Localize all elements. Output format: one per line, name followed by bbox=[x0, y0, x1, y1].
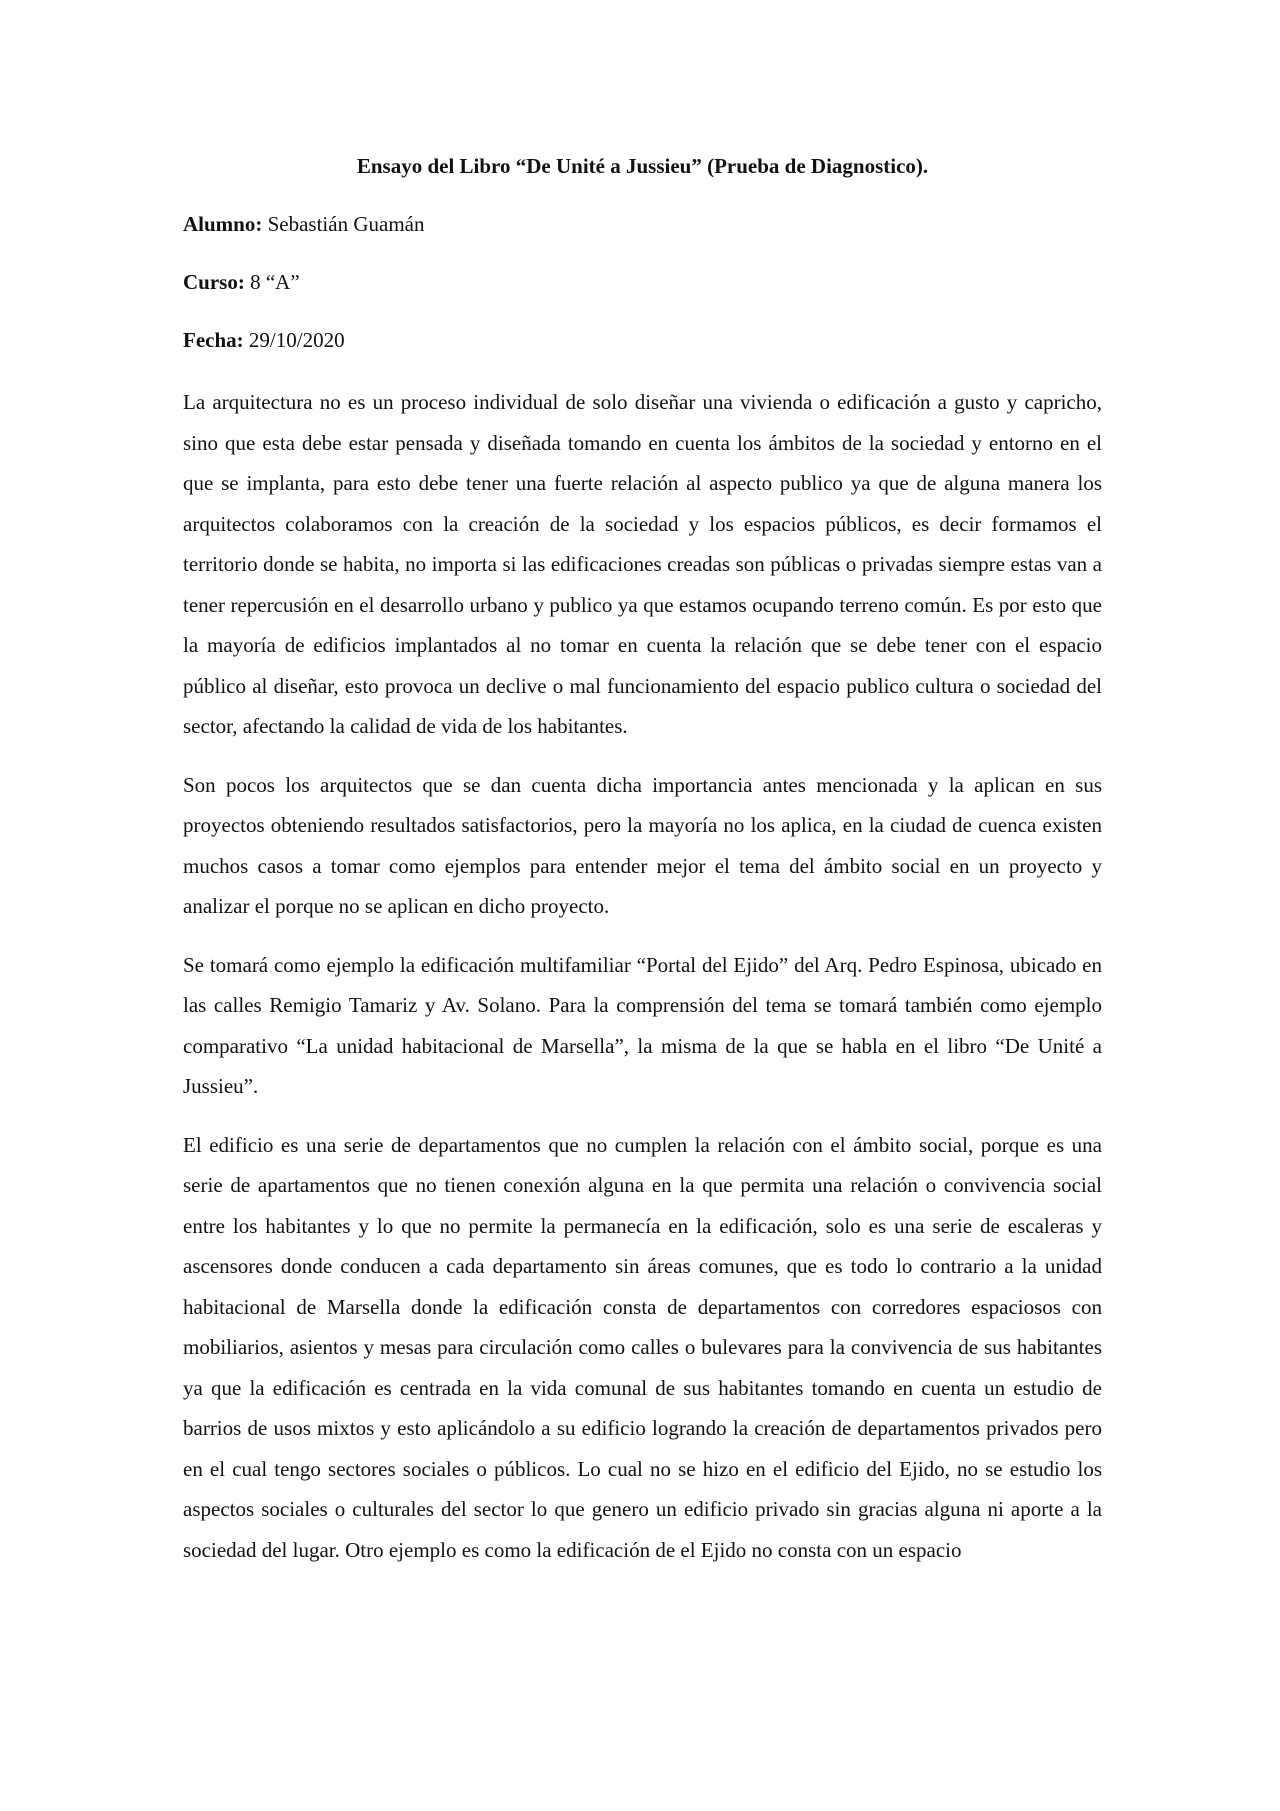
student-value: Sebastián Guamán bbox=[262, 212, 425, 236]
student-line bbox=[183, 208, 1102, 240]
document-body bbox=[183, 150, 1102, 1588]
course-label: Curso: bbox=[183, 270, 245, 294]
paragraph-2: Son pocos los arquitectos que se dan cuenta dicha importancia antes mencionada y la aplican en sus proyectos obteniendo resultados satisfactorios, pero la mayoría no los aplica, en la ciudad de cuenca existen muchos casos a tomar como ejemplos para entender mejor el tema del ámbito social en un proyecto y analizar el porque no se aplican en dicho proyecto. bbox=[183, 772, 1102, 918]
student-label: Alumno: bbox=[183, 212, 263, 236]
date-label: Fecha: bbox=[183, 328, 244, 352]
paragraph-1: La arquitectura no es un proceso individual de solo diseñar una vivienda o edificación a gusto y capricho, sino que esta debe estar pensada y diseñada tomando en cuenta los ámbitos de la sociedad y entorno en el que se implanta, para esto debe tener una fuerte relación al aspecto publico ya que de alguna manera los arquitectos colaboramos con la creación de la sociedad y los espacios públicos, es decir formamos el territorio donde se habita, no importa si las edificaciones creadas son públicas o privadas siempre estas van a tener repercusión en el desarrollo urbano y publico ya que estamos ocupando terreno común. Es por esto que la mayoría de edificios implantados al no tomar en cuenta la relación que se debe tener con el espacio público al diseñar, esto provoca un declive o mal funcionamiento del espacio publico cultura o sociedad del sector, afectando la calidad de vida de los habitantes. bbox=[183, 390, 1102, 738]
course-line bbox=[183, 266, 1102, 298]
course-value: 8 “A” bbox=[244, 270, 300, 294]
paragraph-3: Se tomará como ejemplo la edificación multifamiliar “Portal del Ejido” del Arq. Pedro Espinosa, ubicado en las calles Remigio Tamariz y Av. Solano. Para la comprensión del tema se tomará también como ejemplo comparativo “La unidad habitacional de Marsella”, la misma de la que se habla en el libro “De Unité a Jussieu”. bbox=[183, 952, 1102, 1098]
document-title: Ensayo del Libro “De Unité a Jussieu” (Prueba de Diagnostico). bbox=[356, 154, 929, 178]
paragraph-4: El edificio es una serie de departamentos que no cumplen la relación con el ámbito social, porque es una serie de apartamentos que no tienen conexión alguna en la que permita una relación o convivencia social entre los habitantes y lo que no permite la permanecía en la edificación, solo es una serie de escaleras y ascensores donde conducen a cada departamento sin áreas comunes, que es todo lo contrario a la unidad habitacional de Marsella donde la edificación consta de departamentos con corredores espaciosos con mobiliarios, asientos y mesas para circulación como calles o bulevares para la convivencia de sus habitantes ya que la edificación es centrada en la vida comunal de sus habitantes tomando en cuenta un estudio de barrios de usos mixtos y esto aplicándolo a su edificio logrando la creación de departamentos privados pero en el cual tengo sectores sociales o públicos. Lo cual no se hizo en el edificio del Ejido, no se estudio los aspectos sociales o culturales del sector lo que genero un edificio privado sin gracias alguna ni aporte a la sociedad del lugar. Otro ejemplo es como la edificación de el Ejido no consta con un espacio bbox=[183, 1132, 1102, 1562]
date-value: 29/10/2020 bbox=[243, 328, 345, 352]
date-line bbox=[183, 324, 1102, 356]
